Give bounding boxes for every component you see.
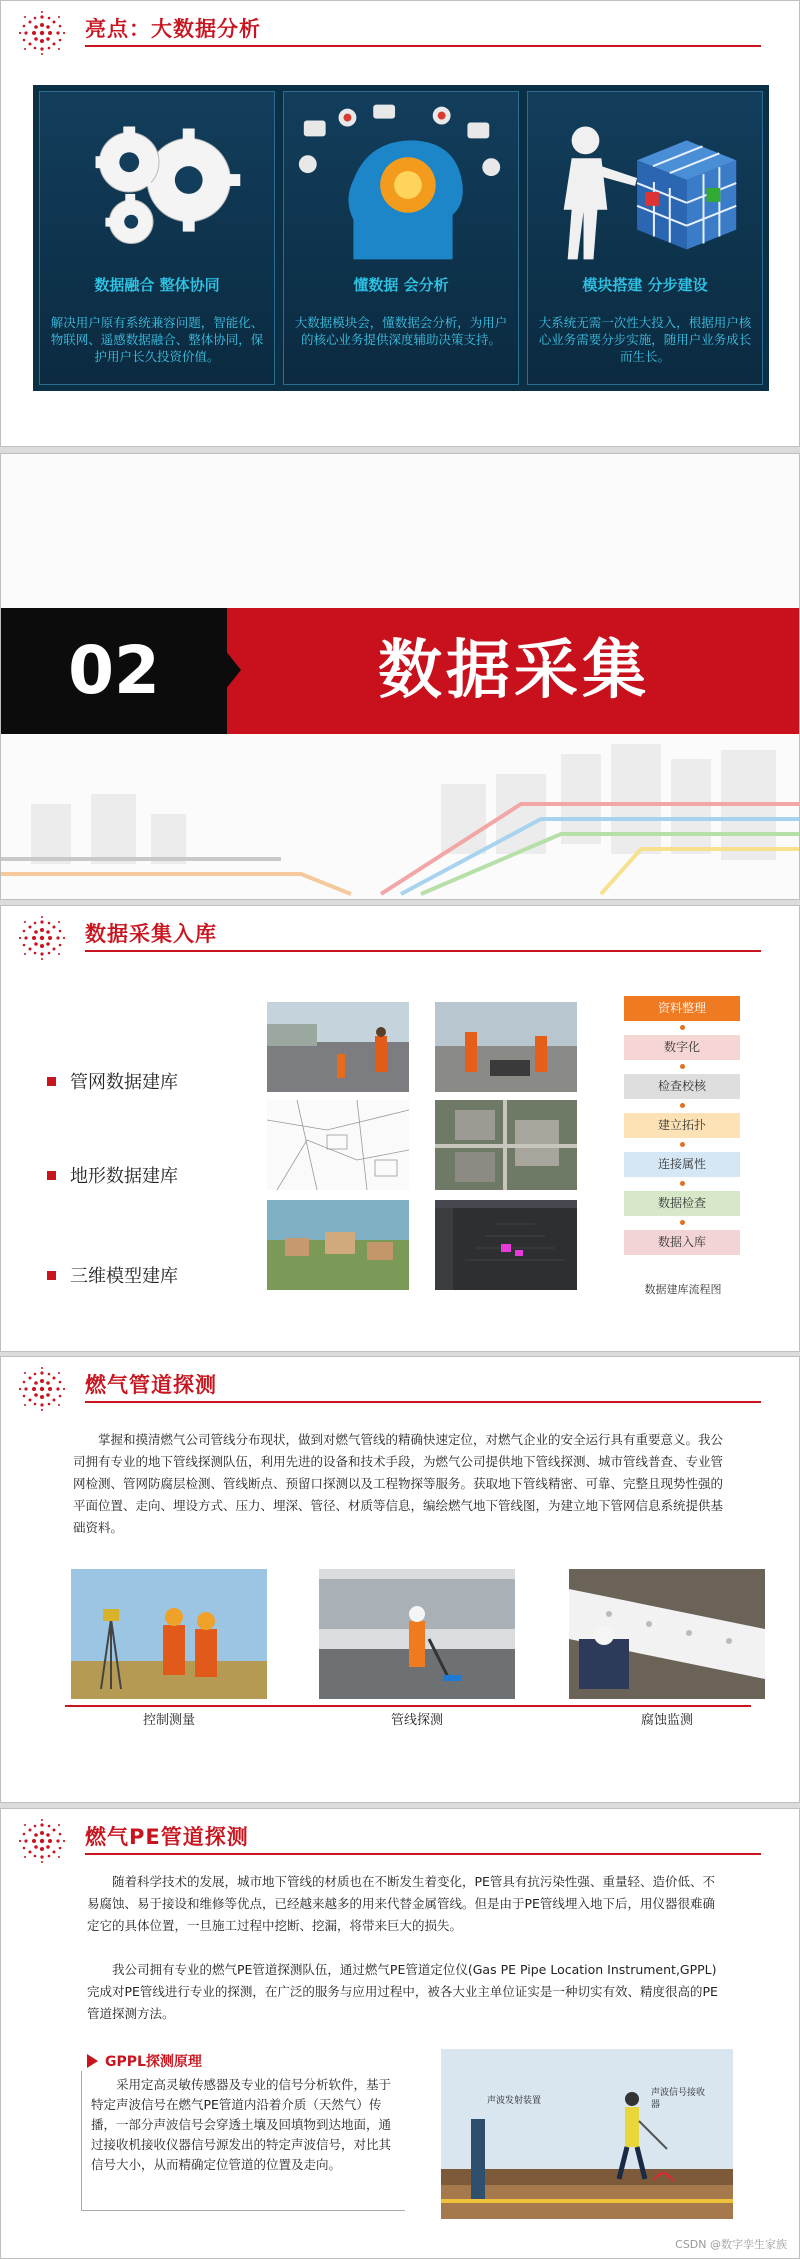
flow-step: 数据检查 xyxy=(624,1191,740,1216)
slide-title: 燃气管道探测 xyxy=(85,1373,217,1397)
slide-title: 燃气PE管道探测 xyxy=(85,1825,249,1849)
slide-header xyxy=(1,1357,800,1419)
slide-data-collection xyxy=(0,905,800,1352)
body-paragraph: 随着科学技术的发展，城市地下管线的材质也在不断发生着变化，PE管具有抗污染性强、重量轻、造价低、不易腐蚀、易于接设和维修等优点，已经越来越多的用来代替金属管线。但是由于PE管线埋入地下后，用仪器很难确定它的具体位置，一旦施工过程中挖断、挖漏，将带来巨大的损失。 xyxy=(87,1874,715,1933)
feature-panel-analysis xyxy=(283,91,519,385)
flow-connector-dot xyxy=(680,1064,685,1069)
photo-pipeline-survey xyxy=(319,1569,515,1699)
photo-control-survey xyxy=(71,1569,267,1699)
body-paragraph: 我公司拥有专业的燃气PE管道探测队伍，通过燃气PE管道定位仪(Gas PE Pipe Location Instrument,GPPL)完成对PE管线进行专业的探测，在广泛的服务与应用过程中，被各大业主单位证实是一种切实有效、精度很高的PE管道探测方法。 xyxy=(87,1962,718,2021)
company-logo-icon xyxy=(15,1365,69,1413)
flow-caption: 数据建库流程图 xyxy=(644,1283,722,1296)
flow-step: 建立拓扑 xyxy=(624,1113,740,1138)
panel-caption: 数据融合 整体协同 xyxy=(94,276,220,294)
title-divider xyxy=(85,1853,761,1855)
title-divider xyxy=(85,45,761,47)
body-paragraph: 掌握和摸清燃气公司管线分布现状，做到对燃气管线的精确快速定位，对燃气企业的安全运行具有重要意义。我公司拥有专业的地下管线探测队伍，利用先进的设备和技术手段，为燃气公司提供地下管线探测、城市管线普查、专业管网检测、管网防腐层检测、管线断点、预留口探测以及工程物探等服务。获取地下管线精密、可靠、完整且现势性强的平面位置、走向、埋设方式、压力、埋深、管径、材质等信息，编绘燃气地下管线图，为建立地下管网信息系统提供基础资料。 xyxy=(73,1432,724,1535)
flow-connector-dot xyxy=(680,1220,685,1225)
photo-caption: 控制测量 xyxy=(142,1713,195,1728)
brain-icon xyxy=(284,100,518,270)
bullet-square-icon xyxy=(47,1271,56,1280)
feature-panel-fusion xyxy=(39,91,275,385)
flow-connector-dot xyxy=(680,1142,685,1147)
slide-pe-pipeline-detection xyxy=(0,1808,800,2259)
flow-connector-dot xyxy=(680,1181,685,1186)
body-paragraph: 采用定高灵敏传感器及专业的信号分析软件，基于特定声波信号在燃气PE管道内沿着介质（天然气）传播，一部分声波信号会穿透土壤及回填物到达地面，通过接收机接收仪器信号源发出的特定声波信号，对比其信号大小，从而精确定位管道的位置及走向。 xyxy=(91,2077,392,2172)
photo-terrain-map xyxy=(267,1100,409,1190)
photo-street-survey xyxy=(267,1002,409,1092)
caption-divider xyxy=(65,1705,751,1707)
flow-step: 资料整理 xyxy=(624,996,740,1021)
slide-section-divider xyxy=(0,453,800,900)
panel-description: 大数据模块会，懂数据会分析，为用户的核心业务提供深度辅助决策支持。 xyxy=(294,315,508,347)
slide-title: 数据采集入库 xyxy=(85,922,217,946)
slide-big-data xyxy=(0,0,800,447)
flow-step: 数字化 xyxy=(624,1035,740,1060)
subsection-title: GPPL探测原理 xyxy=(105,2054,202,2070)
bullet-square-icon xyxy=(47,1077,56,1086)
section-number: 02 xyxy=(68,632,160,709)
gppl-diagram-art xyxy=(441,2049,733,2219)
company-logo-icon xyxy=(15,914,69,962)
photo-caption: 腐蚀监测 xyxy=(640,1713,693,1728)
slide-header xyxy=(1,1809,800,1871)
panel-description: 大系统无需一次性大投入，根据用户核心业务需要分步实施，随用户业务成长而生长。 xyxy=(538,315,752,364)
diagram-label: 声波信号接收器 xyxy=(651,2088,706,2110)
slide-header xyxy=(1,906,800,968)
list-item: 管网数据建库 xyxy=(47,1068,178,1094)
photo-corrosion-monitoring xyxy=(569,1569,765,1699)
flow-connector-dot xyxy=(680,1025,685,1030)
panel-caption: 懂数据 会分析 xyxy=(353,276,449,294)
flow-step: 连接属性 xyxy=(624,1152,740,1177)
title-divider xyxy=(85,1401,761,1403)
list-item: 地形数据建库 xyxy=(47,1162,178,1188)
photo-3d-model-town xyxy=(267,1200,409,1290)
source-watermark: CSDN @数字孪生家族 xyxy=(675,2238,787,2251)
diagram-label: 声波发射装置 xyxy=(487,2096,542,2106)
feature-panel-modules xyxy=(527,91,763,385)
title-divider xyxy=(85,950,761,952)
panel-caption: 模块搭建 分步建设 xyxy=(582,276,708,294)
feature-panels xyxy=(33,85,769,391)
triangle-marker-icon xyxy=(87,2054,98,2068)
company-logo-icon xyxy=(15,1817,69,1865)
cube-figure-icon xyxy=(528,100,762,270)
section-title: 数据采集 xyxy=(378,634,650,708)
slide-header xyxy=(1,1,800,63)
slide-title: 亮点：大数据分析 xyxy=(85,17,261,41)
photo-caption: 管线探测 xyxy=(390,1713,443,1728)
gears-icon xyxy=(40,100,274,270)
flow-step: 数据入库 xyxy=(624,1230,740,1255)
list-item: 三维模型建库 xyxy=(47,1262,178,1288)
slide-gas-pipeline-detection xyxy=(0,1356,800,1803)
photo-3d-software xyxy=(435,1200,577,1290)
company-logo-icon xyxy=(15,9,69,57)
flow-connector-dot xyxy=(680,1103,685,1108)
photo-pipe-detection xyxy=(435,1002,577,1092)
bullet-square-icon xyxy=(47,1171,56,1180)
flow-step: 检查校核 xyxy=(624,1074,740,1099)
gppl-diagram xyxy=(441,2049,733,2219)
panel-description: 解决用户原有系统兼容问题，智能化、物联网、遥感数据融合、整体协同，保护用户长久投资价值。 xyxy=(50,315,264,364)
photo-satellite-image xyxy=(435,1100,577,1190)
